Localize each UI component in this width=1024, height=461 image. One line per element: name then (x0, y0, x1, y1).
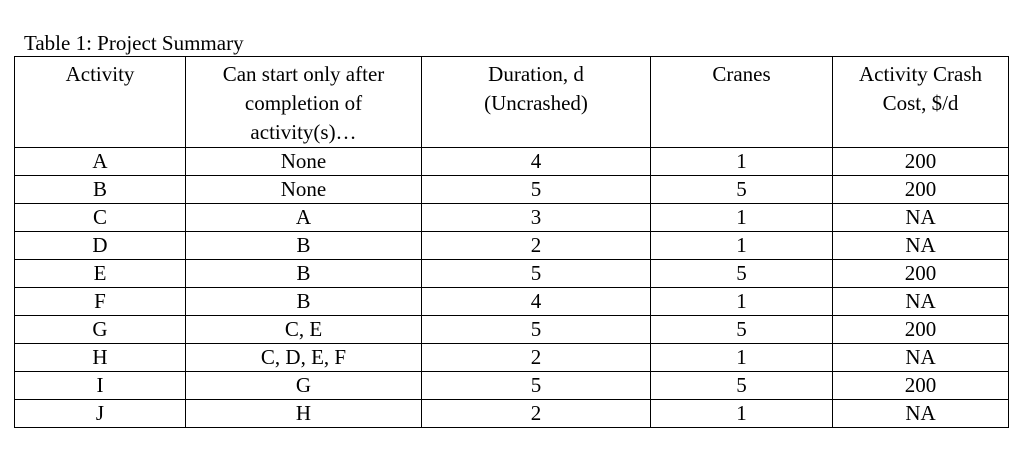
cell-duration: 2 (422, 344, 651, 372)
cell-activity: G (15, 316, 186, 344)
header-crash-cost (833, 57, 1009, 148)
cell-activity: C (15, 204, 186, 232)
header-cranes-label: Cranes (712, 62, 771, 86)
cell-crash-cost: 200 (833, 260, 1009, 288)
cell-cranes: 5 (651, 260, 833, 288)
cell-duration: 5 (422, 176, 651, 204)
header-crash-cost-line-1: Activity Crash (858, 62, 983, 86)
header-prerequisites (186, 57, 422, 148)
cell-cranes: 5 (651, 316, 833, 344)
cell-prereq: B (186, 232, 422, 260)
cell-cranes: 5 (651, 372, 833, 400)
cell-crash-cost: NA (833, 204, 1009, 232)
header-duration (422, 57, 651, 148)
table-row (15, 260, 1009, 288)
table-row (15, 176, 1009, 204)
cell-activity: B (15, 176, 186, 204)
table-row (15, 288, 1009, 316)
cell-activity: I (15, 372, 186, 400)
cell-crash-cost: NA (833, 344, 1009, 372)
header-prereq-line-3: activity(s)… (250, 120, 357, 144)
table-row (15, 344, 1009, 372)
cell-prereq: C, E (186, 316, 422, 344)
cell-duration: 5 (422, 316, 651, 344)
cell-duration: 3 (422, 204, 651, 232)
table-row (15, 400, 1009, 428)
cell-activity: H (15, 344, 186, 372)
cell-crash-cost: 200 (833, 372, 1009, 400)
cell-prereq: None (186, 176, 422, 204)
cell-crash-cost: 200 (833, 176, 1009, 204)
cell-crash-cost: 200 (833, 316, 1009, 344)
cell-duration: 5 (422, 372, 651, 400)
cell-duration: 4 (422, 148, 651, 176)
cell-crash-cost: NA (833, 232, 1009, 260)
cell-duration: 2 (422, 400, 651, 428)
cell-cranes: 1 (651, 400, 833, 428)
cell-prereq: None (186, 148, 422, 176)
cell-activity: F (15, 288, 186, 316)
cell-duration: 2 (422, 232, 651, 260)
cell-cranes: 1 (651, 204, 833, 232)
header-crash-cost-line-2: Cost, $/d (882, 91, 959, 115)
cell-prereq: B (186, 260, 422, 288)
cell-prereq: G (186, 372, 422, 400)
cell-activity: D (15, 232, 186, 260)
header-prereq-line-1: Can start only after (222, 62, 385, 86)
header-prereq-line-2: completion of (244, 91, 363, 115)
table-row (15, 204, 1009, 232)
table-row (15, 372, 1009, 400)
cell-activity: E (15, 260, 186, 288)
cell-cranes: 1 (651, 344, 833, 372)
header-activity-label: Activity (65, 62, 135, 86)
cell-crash-cost: NA (833, 400, 1009, 428)
project-summary-table (14, 56, 1009, 428)
cell-prereq: C, D, E, F (186, 344, 422, 372)
cell-cranes: 5 (651, 176, 833, 204)
table-header-row (15, 57, 1009, 148)
table-row (15, 148, 1009, 176)
cell-prereq: B (186, 288, 422, 316)
cell-crash-cost: NA (833, 288, 1009, 316)
cell-activity: A (15, 148, 186, 176)
header-duration-line-1: Duration, d (488, 62, 584, 86)
table-row (15, 232, 1009, 260)
header-activity (15, 57, 186, 148)
table-caption: Table 1: Project Summary (24, 31, 244, 55)
cell-activity: J (15, 400, 186, 428)
cell-duration: 4 (422, 288, 651, 316)
cell-prereq: H (186, 400, 422, 428)
cell-prereq: A (186, 204, 422, 232)
cell-duration: 5 (422, 260, 651, 288)
header-cranes (651, 57, 833, 148)
header-duration-line-2: (Uncrashed) (484, 91, 588, 115)
cell-cranes: 1 (651, 288, 833, 316)
cell-crash-cost: 200 (833, 148, 1009, 176)
cell-cranes: 1 (651, 232, 833, 260)
cell-cranes: 1 (651, 148, 833, 176)
table-row (15, 316, 1009, 344)
